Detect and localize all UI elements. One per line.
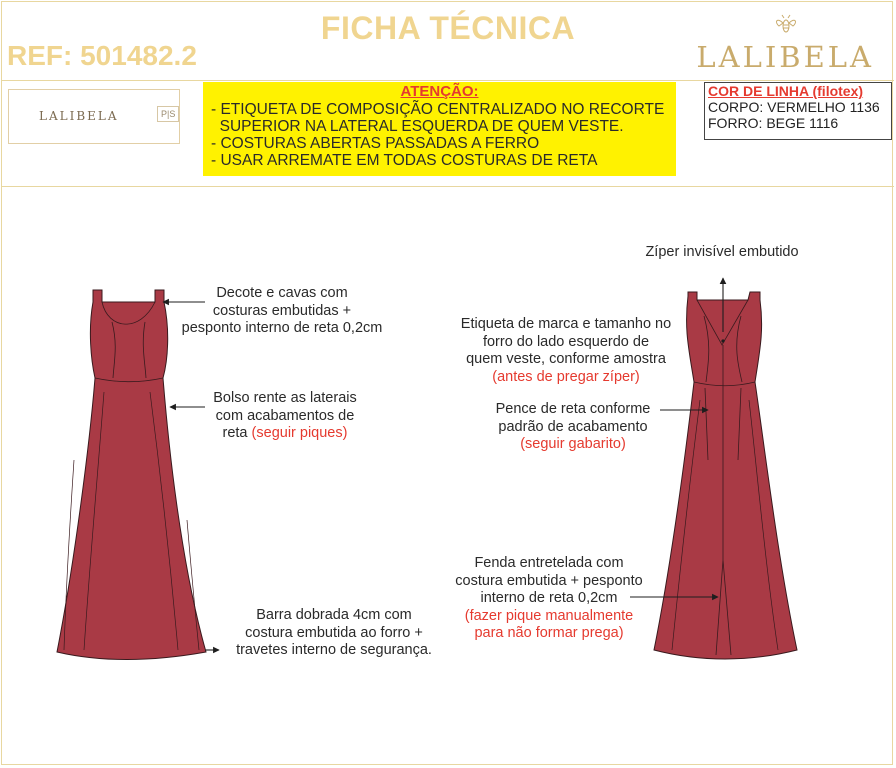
pocket-note (200, 390, 370, 443)
slit-note-line: interno de reta 0,2cm (480, 590, 618, 606)
hem-note-line: travetes interno de segurança. (236, 642, 432, 658)
brand-label-note (446, 316, 686, 386)
label-ps-mark: P|S (157, 106, 179, 122)
label-position-marker (721, 339, 724, 342)
dart-note-red: (seguir gabarito) (520, 436, 626, 452)
slit-note-line: costura embutida + pesponto (455, 572, 643, 589)
label-note-line: forro do lado esquerdo de (482, 333, 650, 350)
hem-note-line: Barra dobrada 4cm com (256, 607, 412, 623)
zipper-note: Zíper invisível embutido (645, 244, 799, 260)
neckline-note-line: pesponto interno de reta 0,2cm (181, 320, 383, 336)
thread-color-title: COR DE LINHA (filotex) (708, 83, 864, 99)
dart-note-line: Pence de reta conforme (495, 401, 651, 417)
label-note-red: (antes de pregar zíper) (492, 368, 640, 385)
dart-note (478, 401, 668, 454)
pocket-note-line: com acabamentos de (215, 407, 355, 424)
slit-note-red: (fazer pique manualmente (464, 607, 634, 624)
slit-note (438, 555, 660, 643)
label-note-line: quem veste, conforme amostra (466, 351, 666, 367)
front-dress-drawing (57, 290, 206, 660)
attention-item: - COSTURAS ABERTAS PASSADAS A FERRO (211, 135, 540, 152)
front-dress-body (57, 290, 206, 660)
pocket-note-text: reta (222, 425, 248, 441)
pocket-note-red: (seguir piques) (251, 425, 348, 441)
page-title: FICHA TÉCNICA (320, 10, 576, 46)
brand-logo: LALIBELA (696, 40, 874, 74)
hem-note-line: costura embutida ao forro + (245, 624, 423, 641)
label-brand-text: LALIBELA (39, 109, 119, 123)
neckline-note-line: Decote e cavas com (216, 285, 348, 301)
neckline-note-line: costuras embutidas + (212, 302, 352, 319)
attention-item: - ETIQUETA DE COMPOSIÇÃO CENTRALIZADO NO RECORTE (211, 101, 665, 118)
thread-body-color: CORPO: VERMELHO 1136 (708, 99, 880, 115)
slit-note-red: para não formar prega) (474, 625, 624, 641)
label-note-line: Etiqueta de marca e tamanho no (460, 316, 672, 332)
hem-note (224, 607, 444, 660)
attention-item: SUPERIOR NA LATERAL ESQUERDA DE QUEM VESTE. (211, 118, 624, 135)
pocket-note-line: Bolso rente as laterais (213, 390, 357, 406)
attention-title: ATENÇÃO: (400, 83, 479, 100)
reference-code: REF: 501482.2 (7, 40, 197, 71)
neckline-note (172, 285, 392, 338)
thread-lining-color: FORRO: BEGE 1116 (708, 115, 839, 131)
attention-item: - USAR ARREMATE EM TODAS COSTURAS DE RETA (211, 152, 598, 169)
slit-note-line: Fenda entretelada com (474, 555, 624, 571)
pocket-note-line (200, 425, 370, 443)
dart-note-line: padrão de acabamento (498, 418, 648, 435)
